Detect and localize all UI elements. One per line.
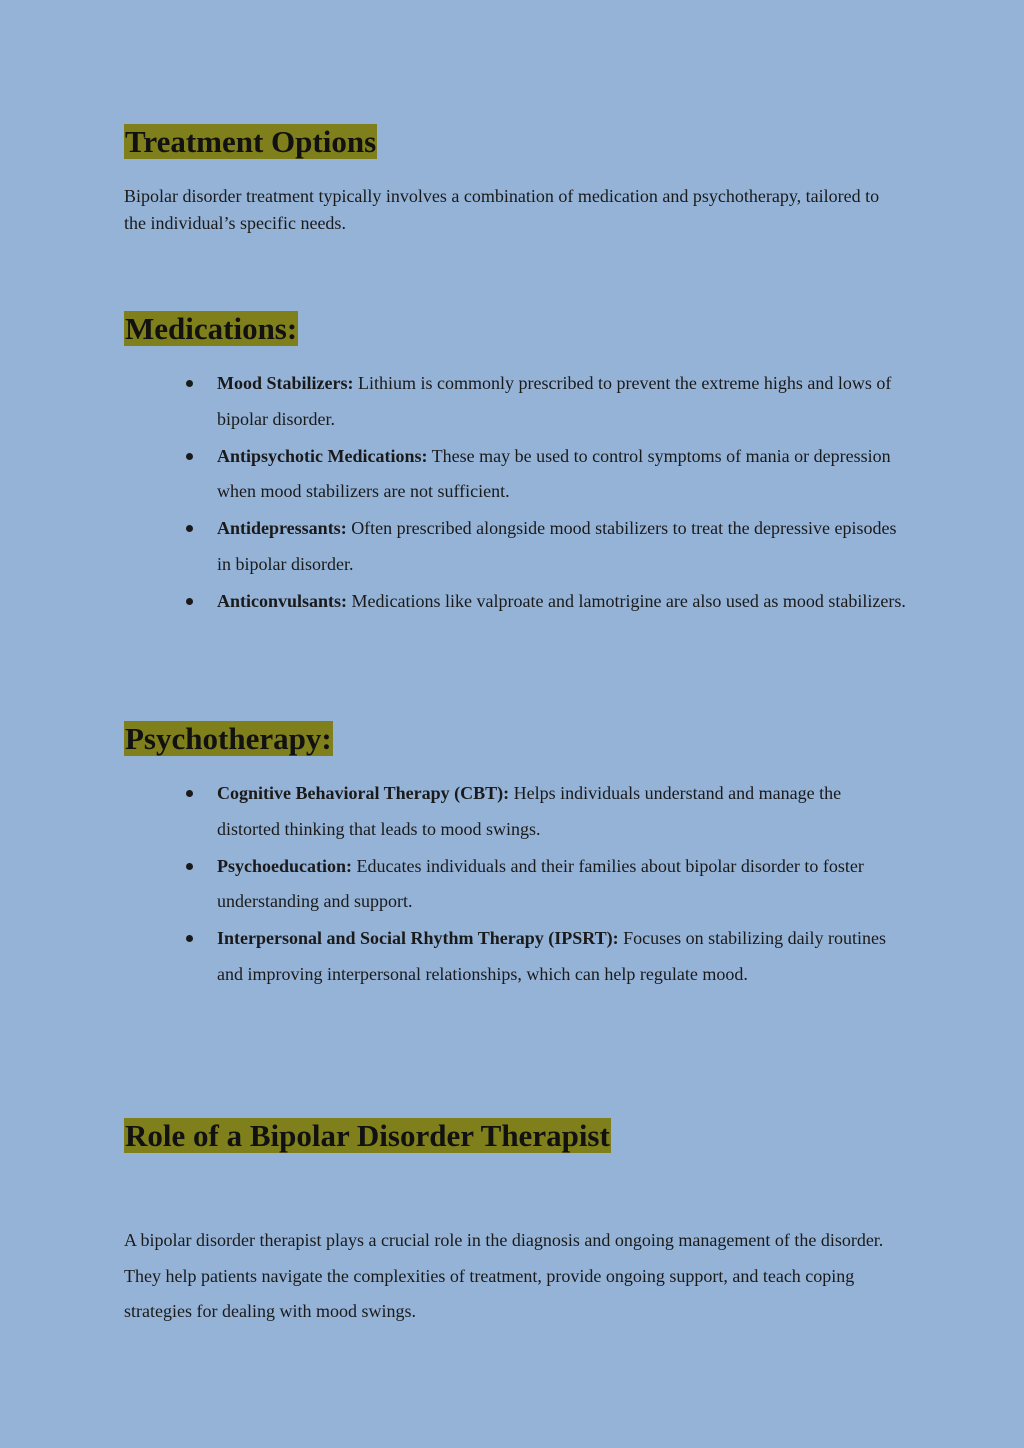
- heading-role-of-therapist: [124, 1118, 611, 1154]
- role-paragraph: A bipolar disorder therapist plays a crucial role in the diagnosis and ongoing management of the disorder. They help patients navigate the complexities of treatment, provide ongoing support, and teach coping strategies for dealing with mood swings.: [124, 1230, 884, 1321]
- list-item-term: Anticonvulsants:: [217, 590, 348, 611]
- heading-treatment-options-text: Treatment Options: [125, 124, 377, 159]
- list-item: [217, 511, 907, 582]
- list-item-term: Psychoeducation:: [217, 855, 352, 876]
- heading-role-of-therapist-text: Role of a Bipolar Disorder Therapist: [125, 1118, 610, 1153]
- list-item-text: These may be used to control symptoms of mania or depression when mood stabilizers are not sufficient.: [217, 445, 891, 501]
- list-item: [217, 849, 907, 920]
- list-item-text: Medications like valproate and lamotrigine are also used as mood stabilizers.: [347, 590, 906, 611]
- list-item-term: Mood Stabilizers:: [217, 373, 354, 393]
- list-item-term: Antipsychotic Medications:: [217, 445, 428, 466]
- medications-list: [217, 366, 907, 621]
- heading-psychotherapy: [124, 721, 333, 757]
- treatment-intro-paragraph: Bipolar disorder treatment typically involves a combination of medication and psychotherapy, tailored to the individual’s specific needs.: [124, 186, 880, 233]
- list-item-term: Cognitive Behavioral Therapy (CBT):: [217, 783, 510, 803]
- list-item: [217, 921, 907, 992]
- list-item-text: Educates individuals and their families about bipolar disorder to foster understanding and support.: [217, 855, 864, 911]
- list-item: [217, 439, 907, 510]
- list-item-text: Lithium is commonly prescribed to prevent the extreme highs and lows of bipolar disorder.: [217, 373, 892, 429]
- list-item-text: Helps individuals understand and manage the distorted thinking that leads to mood swings.: [217, 783, 842, 839]
- list-item: [217, 584, 907, 620]
- list-item: [217, 366, 907, 437]
- heading-psychotherapy-text: Psychotherapy:: [125, 721, 332, 756]
- list-item-text: Often prescribed alongside mood stabilizers to treat the depressive episodes in bipolar disorder.: [217, 518, 897, 574]
- list-item-term: Interpersonal and Social Rhythm Therapy (IPSRT):: [217, 928, 619, 948]
- list-item: [217, 776, 907, 847]
- list-item-term: Antidepressants:: [217, 518, 347, 538]
- psychotherapy-list: [217, 776, 907, 994]
- list-item-text: Focuses on stabilizing daily routines and improving interpersonal relationships, which can help regulate mood.: [217, 928, 887, 984]
- heading-medications-text: Medications:: [125, 311, 298, 346]
- heading-medications: [124, 311, 298, 347]
- heading-treatment-options: [124, 124, 377, 160]
